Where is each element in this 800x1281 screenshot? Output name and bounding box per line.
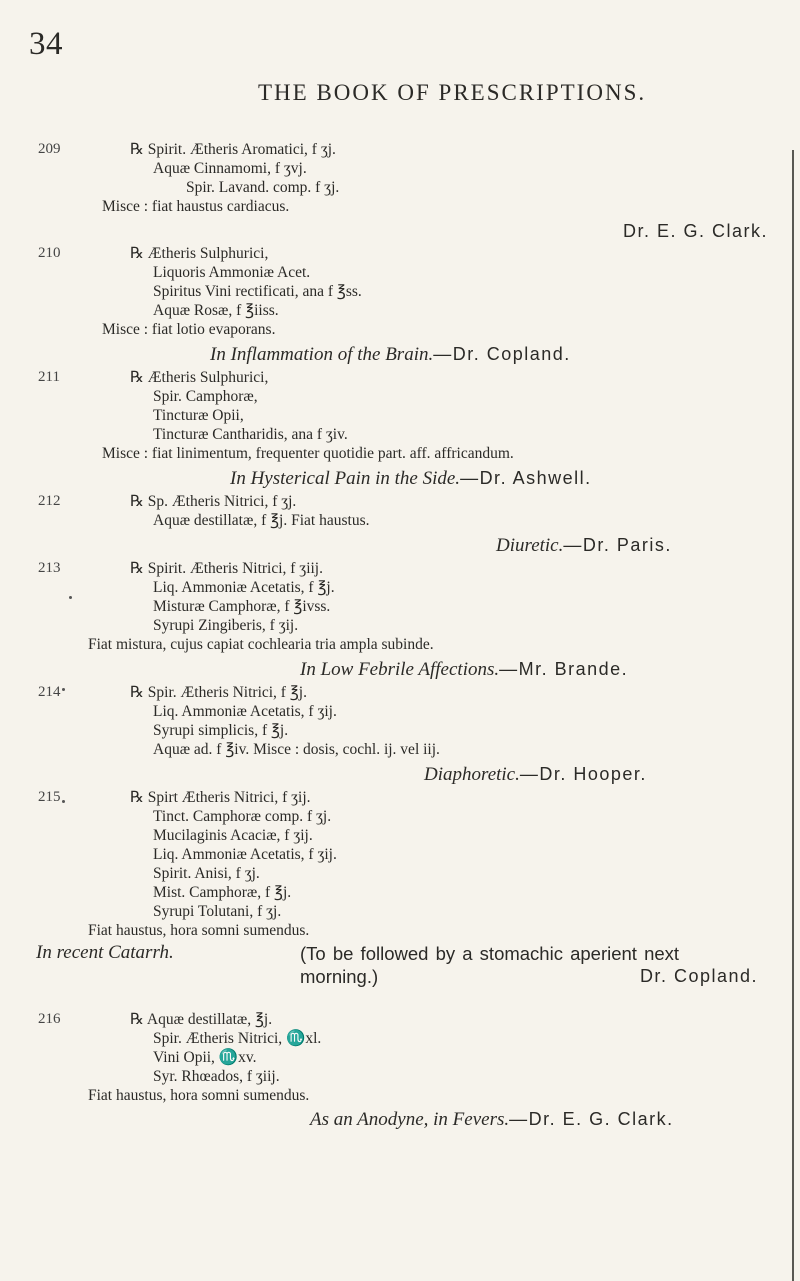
prescription-attribution [210, 343, 571, 366]
author-name: —Dr. Ashwell. [460, 468, 592, 488]
prescription-line: Fiat haustus, hora somni sumendus. [88, 922, 310, 939]
indication-caption: In Low Febrile Affections. [300, 659, 500, 680]
prescription-line: Liquoris Ammoniæ Acet. [153, 264, 311, 281]
prescription-line: ℞ Aquæ destillatæ, ℥j. [130, 1011, 273, 1028]
print-speck [62, 800, 65, 803]
print-speck [62, 688, 65, 691]
prescription-attribution [623, 220, 768, 243]
indication-caption: In recent Catarrh. [36, 942, 174, 963]
prescription-line: Syr. Rhœados, f ʒiij. [153, 1068, 280, 1085]
page-number: 34 [29, 26, 63, 62]
note-text: (To be followed by a stomachic aperient next morning.) [300, 943, 680, 987]
prescription-line: Spiritus Vini rectificati, ana f ℥ss. [153, 283, 362, 300]
prescription-line: Liq. Ammoniæ Acetatis, f ʒij. [153, 703, 337, 720]
prescription-line: Misce : fiat linimentum, frequenter quotidie part. aff. affricandum. [102, 445, 514, 462]
prescription-line: Tincturæ Cantharidis, ana f ʒiv. [153, 426, 348, 443]
prescription-line: Fiat haustus, hora somni sumendus. [88, 1087, 310, 1104]
prescription-line: ℞ Spirit. Ætheris Aromatici, f ʒj. [130, 141, 336, 158]
prescription-line: Aquæ Rosæ, f ℥iiss. [153, 302, 279, 319]
prescription-number: 215 [38, 789, 61, 805]
author-name: Dr. Copland. [639, 966, 758, 986]
prescription-line: Syrupi simplicis, f ℥j. [153, 722, 289, 739]
prescription-line: Misce : fiat lotio evaporans. [102, 321, 276, 338]
prescription-line: Fiat mistura, cujus capiat cochlearia tria ampla subinde. [88, 636, 434, 653]
prescription-line: Liq. Ammoniæ Acetatis, f ʒij. [153, 846, 337, 863]
prescription-line: Mucilaginis Acaciæ, f ʒij. [153, 827, 313, 844]
prescription-number: 210 [38, 245, 61, 261]
author-name: Dr. E. G. Clark. [622, 221, 768, 241]
prescription-line: Misturæ Camphoræ, f ℥ivss. [153, 598, 331, 615]
author-name: —Dr. Hooper. [519, 764, 647, 784]
prescription-line: ℞ Ætheris Sulphurici, [130, 245, 269, 262]
prescription-line: Mist. Camphoræ, f ℥j. [153, 884, 292, 901]
indication-caption: In Hysterical Pain in the Side. [230, 468, 461, 489]
running-header: THE BOOK OF PRESCRIPTIONS. [258, 80, 647, 105]
author-name: —Dr. Copland. [433, 344, 571, 364]
prescription-line: Spir. Camphoræ, [153, 388, 258, 405]
prescription-line: Vini Opii, ♏xv. [153, 1049, 257, 1066]
prescription-line: Aquæ Cinnamomi, f ʒvj. [153, 160, 307, 177]
prescription-attribution [496, 534, 672, 557]
prescription-line: Spirit. Anisi, f ʒj. [153, 865, 260, 882]
prescription-line: Aquæ destillatæ, f ℥j. Fiat haustus. [153, 512, 370, 529]
prescription-number: 212 [38, 493, 61, 509]
prescription-line: ℞ Ætheris Sulphurici, [130, 369, 269, 386]
indication-caption: As an Anodyne, in Fevers. [310, 1109, 510, 1130]
indication-caption: Diaphoretic. [424, 764, 520, 785]
prescription-attribution [424, 763, 647, 786]
prescription-line: Spir. Ætheris Nitrici, ♏xl. [153, 1030, 322, 1047]
prescription-line: ℞ Spir. Ætheris Nitrici, f ℥j. [130, 684, 307, 701]
prescription-number: 214 [38, 684, 61, 700]
prescription-number: 216 [38, 1011, 61, 1027]
prescription-line: Liq. Ammoniæ Acetatis, f ℥j. [153, 579, 335, 596]
prescription-number: 213 [38, 560, 61, 576]
author-name: —Dr. Paris. [563, 535, 672, 555]
prescription-line: Syrupi Zingiberis, f ʒij. [153, 617, 299, 634]
prescription-line: Aquæ ad. f ℥iv. Misce : dosis, cochl. ij. vel iij. [153, 741, 440, 758]
author-name: —Dr. E. G. Clark. [509, 1109, 674, 1129]
prescription-attribution [230, 467, 592, 490]
author-name: —Mr. Brande. [499, 659, 629, 679]
prescription-line: Spir. Lavand. comp. f ʒj. [186, 179, 340, 196]
page-edge-line [792, 150, 794, 1281]
prescription-attribution [640, 965, 758, 988]
prescription-line: Syrupi Tolutani, f ʒj. [153, 903, 282, 920]
prescription-line: Tinct. Camphoræ comp. f ʒj. [153, 808, 332, 825]
prescription-attribution [300, 658, 628, 681]
prescription-line: ℞ Spirit. Ætheris Nitrici, f ʒiij. [130, 560, 323, 577]
prescription-line: Misce : fiat haustus cardiacus. [102, 198, 290, 215]
prescription-line: ℞ Spirt Ætheris Nitrici, f ʒij. [130, 789, 311, 806]
prescription-number: 211 [38, 369, 60, 385]
prescription-line: Tincturæ Opii, [153, 407, 244, 424]
indication-caption: In Inflammation of the Brain. [210, 344, 434, 365]
print-speck [69, 596, 72, 599]
prescription-attribution [310, 1108, 674, 1131]
prescription-line: ℞ Sp. Ætheris Nitrici, f ʒj. [130, 493, 297, 510]
prescription-number: 209 [38, 141, 61, 157]
indication-caption: Diuretic. [496, 535, 564, 556]
